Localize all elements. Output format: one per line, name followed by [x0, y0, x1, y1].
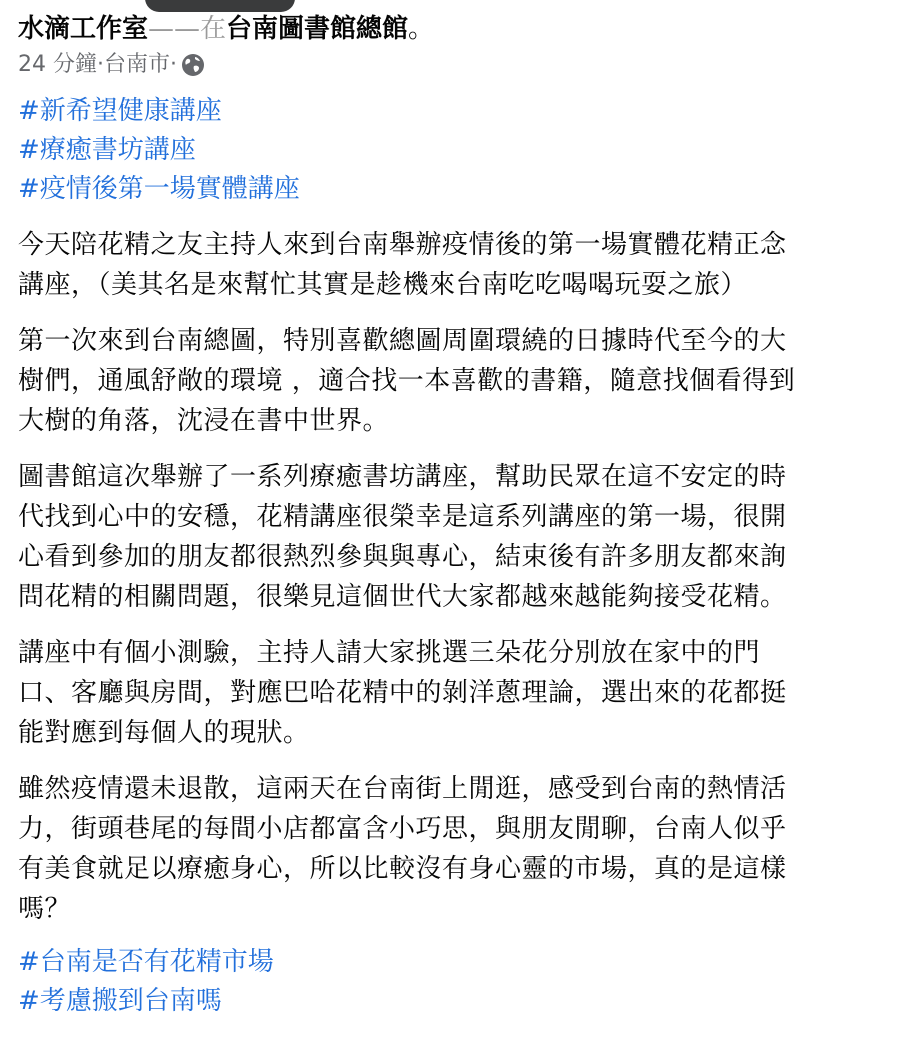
text-line: 雖然疫情還未退散，這兩天在台南街上閒逛，感受到台南的熱情活 [18, 774, 787, 804]
text-line: 力，街頭巷尾的每間小店都富含小巧思，與朋友閒聊，台南人似乎 [18, 814, 787, 844]
text-line: 代找到心中的安穩，花精講座很榮幸是這系列講座的第一場，很開 [18, 502, 787, 532]
hashtags-top [18, 92, 898, 209]
hashtag-link[interactable]: #台南是否有花精市場 [18, 947, 274, 977]
post-city[interactable]: 台南市 [104, 52, 171, 77]
post [18, 10, 898, 1021]
text-line: 問花精的相關問題，很樂見這個世代大家都越來越能夠接受花精。 [18, 582, 787, 612]
post-paragraph [18, 225, 898, 305]
text-line: 大樹的角落，沈浸在書中世界。 [18, 406, 390, 436]
post-paragraph [18, 769, 898, 929]
meta-separator: · [170, 52, 178, 77]
post-paragraph [18, 457, 898, 617]
location-link[interactable]: 台南圖書館總館 [226, 14, 409, 44]
header-end-mark: 。 [408, 14, 435, 44]
text-line: 能對應到每個人的現狀。 [18, 718, 310, 748]
post-header [18, 10, 898, 48]
text-line: 講座，（美其名是來幫忙其實是趁機來台南吃吃喝喝玩耍之旅） [18, 270, 748, 300]
post-time[interactable]: 24 分鐘 [18, 52, 97, 77]
text-line: 心看到參加的朋友都很熱烈參與與專心，結束後有許多朋友都來詢 [18, 542, 787, 572]
text-line: 第一次來到台南總圖，特別喜歡總圖周圍環繞的日據時代至今的大 [18, 326, 787, 356]
text-line: 有美食就足以療癒身心，所以比較沒有身心靈的市場，真的是這樣 [18, 854, 787, 884]
globe-icon[interactable] [181, 53, 205, 77]
text-line: 圖書館這次舉辦了一系列療癒書坊講座，幫助民眾在這不安定的時 [18, 462, 787, 492]
text-line: 樹們，通風舒敞的環境 ，適合找一本喜歡的書籍，隨意找個看得到 [18, 366, 796, 396]
post-meta [18, 48, 898, 82]
hashtag-link[interactable]: #考慮搬到台南嗎 [18, 986, 222, 1016]
post-paragraph [18, 633, 898, 753]
hashtag-link[interactable]: #療癒書坊講座 [18, 135, 196, 165]
text-line: 講座中有個小測驗，主持人請大家挑選三朵花分別放在家中的門 [18, 638, 761, 668]
at-word: 在 [200, 14, 227, 44]
hashtags-bottom [18, 943, 898, 1021]
hashtag-link[interactable]: #疫情後第一場實體講座 [18, 174, 300, 204]
post-paragraph [18, 321, 898, 441]
text-line: 嗎？ [18, 894, 72, 924]
meta-separator: · [97, 52, 104, 77]
header-dash: —— [148, 14, 201, 44]
author-name[interactable]: 水滴工作室 [18, 14, 149, 44]
text-line: 口、客廳與房間，對應巴哈花精中的剝洋蔥理論，選出來的花都挺 [18, 678, 787, 708]
hashtag-link[interactable]: #新希望健康講座 [18, 96, 222, 126]
text-line: 今天陪花精之友主持人來到台南舉辦疫情後的第一場實體花精正念 [18, 230, 787, 260]
